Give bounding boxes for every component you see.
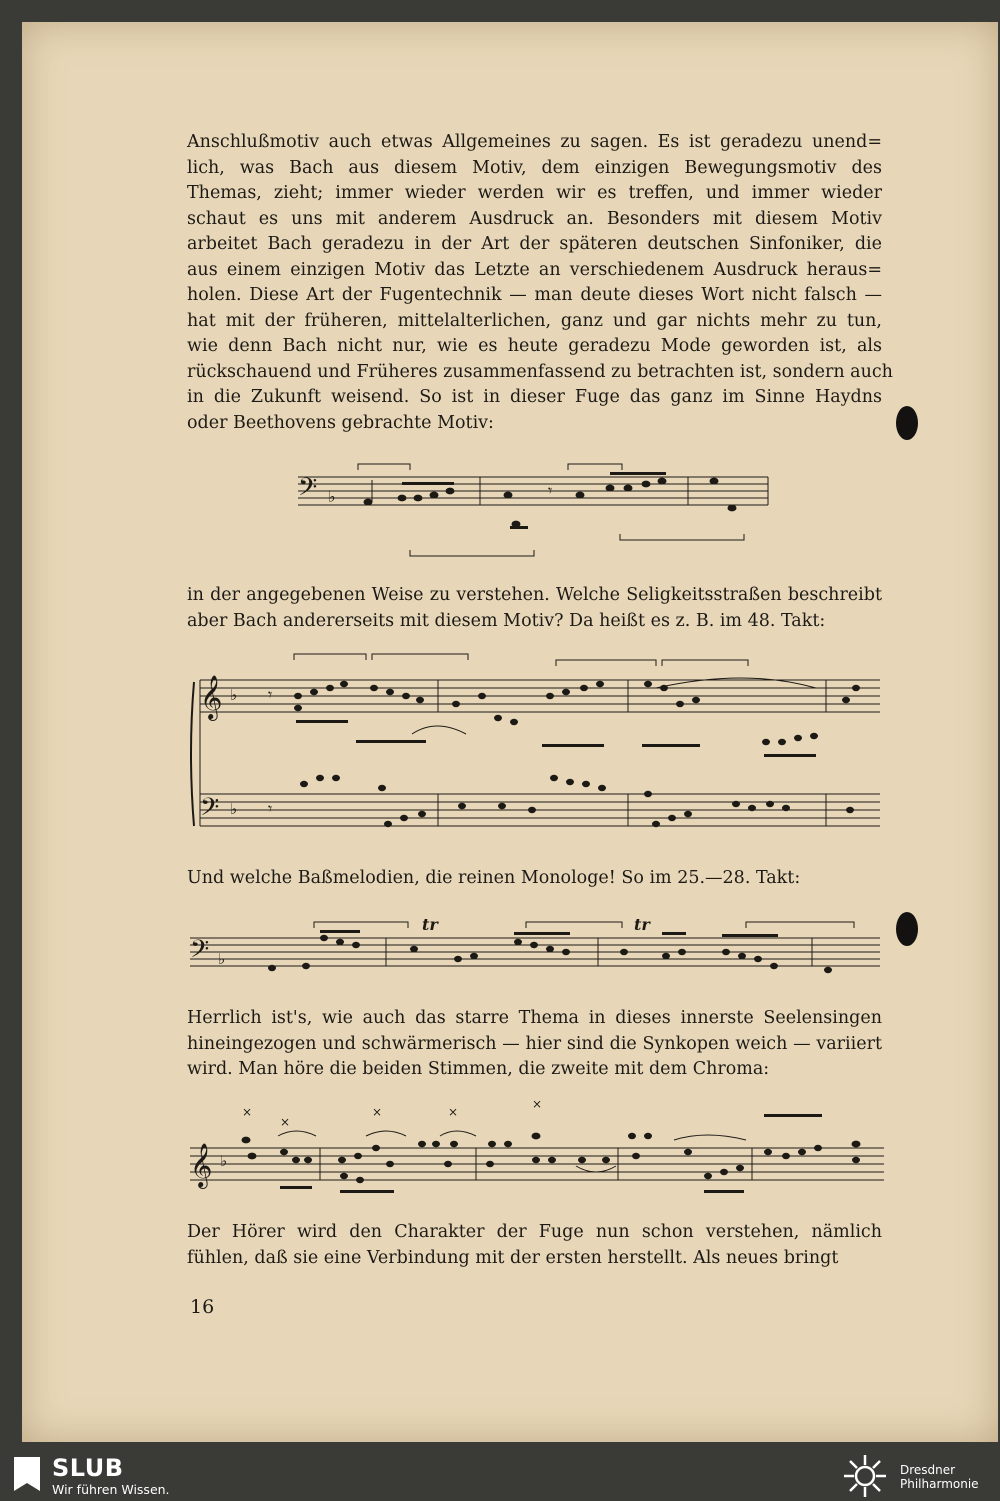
music-example-4 (186, 1100, 886, 1210)
svg-text:𝄢: 𝄢 (200, 793, 220, 828)
paragraph-5 (187, 1220, 882, 1271)
text-line: Anschlußmotiv auch etwas Allgemeines zu sagen. Es ist geradezu unend= (187, 132, 882, 152)
text-line: wird. Man höre die beiden Stimmen, die zweite mit dem Chroma: (187, 1059, 770, 1079)
partner-name-line-1: Dresdner (900, 1463, 956, 1477)
paragraph-1 (187, 130, 893, 436)
text-line: aber Bach andererseits mit diesem Motiv? Da heißt es z. B. im 48. Takt: (187, 610, 826, 631)
trill-mark-1: tr (422, 915, 438, 934)
text-line: lich, was Bach aus diesem Motiv, dem einzigen Bewegungsmotiv des (187, 157, 882, 178)
text-line: hat mit der früheren, mittelalterlichen, ganz und gar nichts mehr zu tun, (187, 310, 882, 331)
paragraph-2 (187, 583, 882, 634)
text-line: in der angegebenen Weise zu verstehen. Welche Seligkeitsstraßen beschreibt (187, 585, 882, 605)
svg-text:♭: ♭ (220, 1152, 228, 1170)
page-number: 16 (190, 1296, 215, 1318)
svg-text:×: × (372, 1105, 383, 1119)
partner-name (900, 1463, 979, 1491)
music-example-2 (186, 648, 886, 838)
text-line: Und welche Baßmelodien, die reinen Monologe! So im 25.—28. Takt: (187, 868, 801, 888)
text-line: Herrlich ist's, wie auch das starre Thema in dieses innerste Seelensingen (187, 1008, 882, 1028)
philharmonie-logo-icon (840, 1453, 890, 1499)
text-line: wie denn Bach nicht nur, wie es heute geradezu Mode geworden ist, als (187, 336, 882, 356)
text-line: Themas, zieht; immer wieder werden wir es treffen, und immer wieder (187, 183, 882, 203)
paragraph-3 (187, 866, 882, 892)
text-line: holen. Diese Art der Fugentechnik — man deute dieses Wort nicht falsch — (187, 285, 882, 305)
library-name: SLUB (52, 1454, 124, 1482)
svg-text:×: × (532, 1100, 543, 1111)
svg-text:♭: ♭ (328, 487, 336, 506)
trill-mark-2: tr (634, 915, 650, 934)
text-line: arbeitet Bach geradezu in der Art der späteren deutschen Sinfoniker, die (187, 234, 882, 254)
svg-text:𝄞: 𝄞 (200, 675, 223, 719)
punch-hole-bottom (896, 912, 918, 946)
svg-text:♭: ♭ (218, 950, 226, 968)
text-line: hineingezogen und schwärmerisch — hier sind die Synkopen weich — variiert (187, 1033, 882, 1054)
svg-text:×: × (448, 1105, 459, 1119)
library-tagline: Wir führen Wissen. (52, 1482, 170, 1497)
svg-text:♭: ♭ (230, 800, 238, 818)
text-line: fühlen, daß sie eine Verbindung mit der ersten herstellt. Als neues bringt (187, 1247, 839, 1268)
partner-name-line-2: Philharmonie (900, 1477, 979, 1491)
svg-text:×: × (242, 1105, 253, 1119)
svg-text:×: × (280, 1115, 291, 1129)
svg-text:𝄾: 𝄾 (268, 799, 273, 818)
svg-text:𝄾: 𝄾 (268, 685, 273, 704)
svg-text:𝄞: 𝄞 (190, 1143, 213, 1187)
punch-hole-top (896, 406, 918, 440)
footer-bar (0, 1451, 1000, 1501)
svg-text:𝄾: 𝄾 (548, 481, 553, 500)
text-line: aus einem einzigen Motiv das Letzte an verschiedenem Ausdruck heraus= (187, 259, 882, 280)
text-line: rückschauend und Früheres zusammenfassend zu betrachten ist, sondern auch (187, 361, 893, 382)
svg-text:♭: ♭ (230, 686, 238, 704)
svg-text:𝄢: 𝄢 (298, 473, 318, 508)
text-line: in die Zukunft weisend. So ist in dieser Fuge das ganz im Sinne Haydns (187, 387, 882, 407)
text-line: Der Hörer wird den Charakter der Fuge nun schon verstehen, nämlich (187, 1222, 882, 1242)
slub-logo-icon (14, 1457, 40, 1491)
text-line: schaut es uns mit anderem Ausdruck an. Besonders mit diesem Motiv (187, 208, 882, 229)
svg-text:𝄢: 𝄢 (190, 935, 210, 970)
text-line: oder Beethovens gebrachte Motiv: (187, 412, 494, 433)
music-example-3 (186, 912, 886, 992)
paragraph-4 (187, 1006, 882, 1083)
music-example-1 (290, 458, 780, 568)
